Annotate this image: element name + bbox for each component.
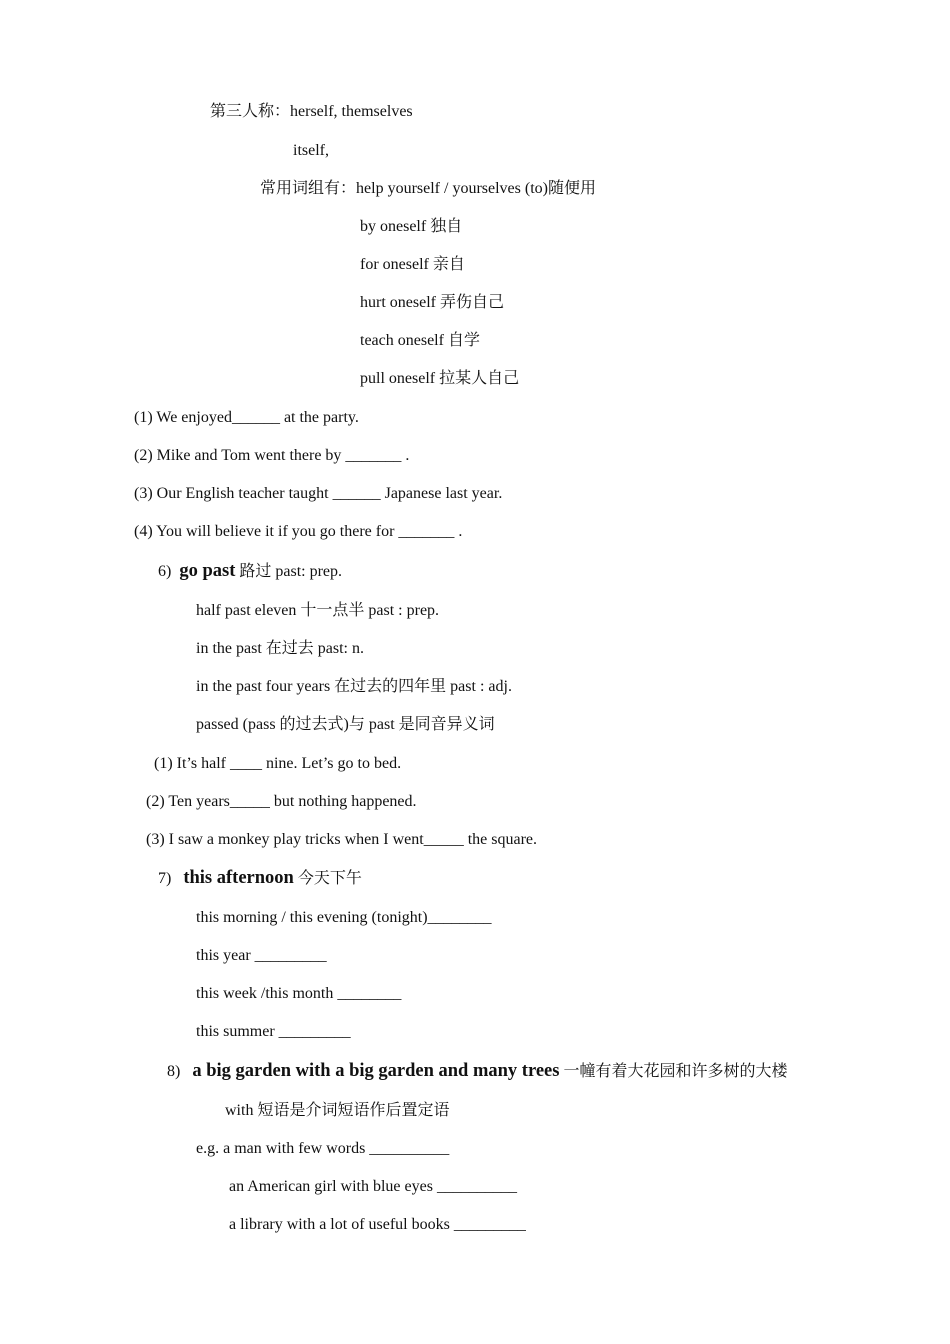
section-title: a big garden with a big garden and many trees (192, 1061, 560, 1081)
section-7-heading (158, 868, 362, 889)
phrases-line (260, 179, 596, 199)
section-number: 8) (167, 1063, 181, 1080)
section-title: this afternoon (183, 868, 294, 888)
section-6-heading (158, 561, 342, 582)
practice-item: this summer _________ (196, 1023, 351, 1040)
note-item: passed (pass 的过去式)与 past 是同音异义词 (196, 716, 495, 733)
section-number: 6) (158, 563, 172, 580)
practice-item: this morning / this evening (tonight)________ (196, 909, 492, 926)
practice-item: an American girl with blue eyes __________ (229, 1178, 517, 1195)
exercise-item: (4) You will believe it if you go there for _______ . (134, 523, 463, 540)
exercise-item: (3) I saw a monkey play tricks when I went_____ the square. (146, 831, 537, 848)
third-person-label: 第三人称： (210, 103, 291, 120)
practice-item: a library with a lot of useful books _________ (229, 1216, 526, 1233)
practice-item: this year _________ (196, 947, 327, 964)
section-title: go past (179, 561, 236, 581)
third-person-line (210, 102, 413, 122)
exercise-item: (3) Our English teacher taught ______ Japanese last year. (134, 485, 503, 502)
practice-item: this week /this month ________ (196, 985, 402, 1002)
exercise-item: (1) It’s half ____ nine. Let’s go to bed. (154, 755, 402, 772)
phrase-item: teach oneself 自学 (360, 332, 480, 349)
section-number: 7) (158, 870, 172, 887)
section-8-heading (167, 1061, 787, 1082)
note-item: in the past four years 在过去的四年里 past : adj. (196, 678, 512, 695)
grammar-note: with 短语是介词短语作后置定语 (225, 1102, 450, 1119)
section-gloss: 路过 past: prep. (235, 563, 343, 580)
phrase-item: help yourself / yourselves (to)随便用 (356, 180, 596, 197)
third-person-words: herself, themselves (290, 103, 413, 120)
exercise-item: (1) We enjoyed______ at the party. (134, 409, 359, 426)
example-line: e.g. a man with few words __________ (196, 1140, 450, 1157)
exercise-item: (2) Mike and Tom went there by _______ . (134, 447, 410, 464)
itself-line: itself, (293, 142, 329, 159)
phrase-item: hurt oneself 弄伤自己 (360, 294, 504, 311)
note-item: in the past 在过去 past: n. (196, 640, 364, 657)
exercise-item: (2) Ten years_____ but nothing happened. (146, 793, 417, 810)
phrases-label: 常用词组有： (260, 180, 357, 197)
section-gloss: 今天下午 (293, 870, 362, 887)
section-gloss: 一幢有着大花园和许多树的大楼 (559, 1063, 788, 1080)
phrase-item: for oneself 亲自 (360, 256, 465, 273)
phrase-item: pull oneself 拉某人自己 (360, 370, 520, 387)
note-item: half past eleven 十一点半 past : prep. (196, 602, 440, 619)
phrase-item: by oneself 独自 (360, 218, 463, 235)
